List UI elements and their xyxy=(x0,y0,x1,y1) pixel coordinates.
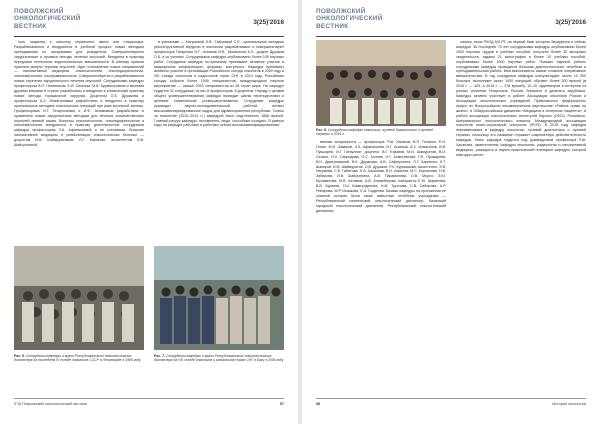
left-page-header xyxy=(14,8,284,34)
right-page xyxy=(302,0,600,424)
footer-section: История онкологии xyxy=(552,402,586,406)
caption-fig7 xyxy=(154,354,284,363)
photo-fig6 xyxy=(14,246,144,350)
journal-title-line-2: ОНКОЛОГИЧЕСКИЙ xyxy=(14,15,81,23)
journal-title-right-line-1: ПОВОЛЖСКИЙ xyxy=(316,8,366,15)
page-number-left: 97 xyxy=(279,402,284,406)
page-number-right: 98 xyxy=(316,402,321,406)
right-page-footer xyxy=(316,398,586,409)
left-page xyxy=(0,0,298,424)
photo-fig8 xyxy=(316,40,446,126)
journal-title-right xyxy=(316,8,586,30)
left-page-columns xyxy=(14,40,284,384)
group-photo-1986 xyxy=(14,246,144,350)
left-col-2-text xyxy=(154,40,284,240)
right-col-1-text xyxy=(316,140,446,384)
journal-title-line-3: ВЕСТНИК xyxy=(14,22,47,30)
journal-title-line-1: ПОВОЛЖСКИЙ xyxy=(14,8,64,15)
caption-fig8 xyxy=(316,128,446,137)
left-col-1-text xyxy=(14,40,144,240)
header-rule xyxy=(14,36,284,37)
left-page-footer xyxy=(14,398,284,409)
caption-fig7-text: Сотрудники кафедры и врачи Республиканского онкологического диспансера на VIII съезде онкологов и радиологов стран СНГ в Баку в 2006 году xyxy=(154,354,284,363)
journal-title-right-line-2: ОНКОЛОГИЧЕСКИЙ xyxy=(316,15,383,23)
caption-fig6-label: Рис. 6. xyxy=(14,354,25,358)
right-col-2-paragraph: ланкер, ныне РКОД МЗ РТ, на первый базе которого базируется и сейчас кафедра. За последние 70 лет сотрудниками кафедры опубликовано более 1000 научных трудов и учебных пособий, получено более 30 авторских свидетельств, изданы 21 монография и более 10 учебных пособий, опубликовано более 1000 научных работ. Помимо научной работы сотрудниками кафедры проводится большая диагностическая, лечебная и преподавательская работа. Ими выполняются самые сложные оперативные вмешательства. В год сотрудники кафедры консультируют около 10 000 больных, выполняют около 1000 операций, обучают более 300 врачей (в 2016 г. — 425, в 2015 г. — 378 врачей), 10–20 ординаторов и интернов из разных регионов Татарстана, России, ближнего и дальнего зарубежья. Кафедра активно участвует в работе Ассоциации онкологов России и Ассоциации онкологических учреждений Приволжского федерального округа, во Всероссийском некоммерческом партнерстве «Равное право на жизнь», в Общероссийском движении «Медицина в интересах пациента», в работе ассоциации онкологических институтов Европы (OECI), Российско-Американского онкологического альянса, Международной ассоциации онкологов психо-социальной онкологии (IPOS). В 2015 году кафедра переименована в кафедру онкологии, лучевой диагностики и лучевой терапии, поскольку это название отражает современную действительность кафедры. Ныне кафедра трудится под руководством профессора Р.Ш. Хасанова, заместителем кафедры онкологии, радиологии и паллиативной медицины, расширить и научно-практический потенциал кафедры, который ежегодно растет. xyxy=(456,40,586,157)
photo-fig7 xyxy=(154,246,284,350)
caption-fig6 xyxy=(14,354,144,363)
issue-number-right: 3(25)'2016 xyxy=(555,19,586,26)
footer-journal: 3’16 Поволжский онкологический вестник xyxy=(14,402,88,406)
left-col-2-paragraph: и учениками — Нагумовой Э.В., Габитовой С.Е., оригинальные методики реконструктивной хирургии в онкологии разрабатывают и совершенствуют профессора Гатауллин И.Г., Агзямов И.Ф., Исмагилов А.Х., доцент Дружков О.Б. и их ученики. Сотрудниками кафедры опубликовано более 100 научных работ. Сотрудники кафедры по-прежнему принимают активное участие в медицинских конференциях, форумах, конгрессах. Кафедра принимает активное участие в организации Российского съезда онкологов в 2000 году и VIII съезда онкологов и радиологов стран СНГ в 2014 году. Российские съезды собрали более 1000 специалистов, международное научное мероприятие — свыше 2000 специалистов из 38 стран мира. На кафедре трудятся 32 сотрудника, из них 8 профессоров, 8 доцентов. Наряду с целями общего усовершенствования кафедра проводит циклы переподготовки и целевые тематические усовершенствования. Сотрудники кафедры руководят научно-исследовательской работой, готовят высококвалифицированные кадры для здравоохранения республики. Только за пятилетие (2010–2014 гг.) кафедрой было подготовлено 1856 врачей. Главный ресурс кафедры, несомненно, люди, способные созидать. В разные годы на кафедре работали и работают сейчас высококвалифицированные xyxy=(154,40,284,128)
caption-fig8-label: Рис. 8. xyxy=(316,128,327,132)
right-col-2-text xyxy=(456,40,586,384)
issue-number: 3(25)'2016 xyxy=(253,19,284,26)
journal-title-right-line-3: ВЕСТНИК xyxy=(316,22,349,30)
group-photo-2016 xyxy=(316,40,446,126)
header-rule-right xyxy=(316,36,586,37)
caption-fig7-label: Рис. 7. xyxy=(154,354,165,358)
group-photo-2006 xyxy=(154,246,284,350)
right-page-header xyxy=(316,8,586,34)
right-page-columns xyxy=(316,40,586,384)
left-col-1-paragraph: путь пациента к онкологу первичного звена или стационара. Разрабатываются и внедряются в учебный процесс новые методики преподавания по программам для резидентов. Совершенствуются хирургические и лучевые методы лечения опухолей. Внедрена в практику передовая технология эндоскопических вмешательств. В клинику пришли практики имнуно терапии опухолей. Идет становление новых направлений — паллиативной медицины, онкопсихологии, онкоэндокринологии, онкогематологии, онкотравматологии. Совершенствуется и разрабатываются новые стратегии хирургического лечения опухолей. Сотрудниками кафедры профессором В.П. Потаниным, Е.И. Сигалом, М.В. Бурмистровым и многими другими впервые в стране разработаны и внедрены в клиническую практику новые методы торакальной хирургии. Доцентом О.Е. Дружкова и профессором А.Х. Исмагиловым разработаны и внедрены в практику оригинальные методики пластических операций при раке молочной железы. Профессорами И.Г. Гатауллиным и И.Ф. Агзямовым разработаны и применены новые хирургические методики для лечения злокачественных опухолей прямой кишки. Вопросы онкопсихологии, онкоэндокринологии и онкогематологии внедряются в практику деятельностью сотрудников кафедры профессором З.А. Афанасьевой и ее учениками. Вопросы паллиативной медицины и реабилитации онкологических больных — доцентом И.М. Шаймуратовым, Л.Г. Карпенко, ассистентом И.В. Шайхуллиной. xyxy=(14,40,144,148)
caption-fig6-text: Сотрудники кафедры и врачи Республиканского онкологического диспансера на последнем IV съезде онкологов СССР в Ленинграде в 1986 году xyxy=(14,354,141,363)
right-col-1-paragraph: ванные специалисты — профессора: Р.Ш. Хасанов, В.П. Потанин, Е.И. Сигал, М.И. Шакиров, З.А. Афанасьева, И.Г. Агзямов, А.Х. Исмагилов, В.В. Пушкарев, И.Г. Гатауллин; доценты: В.Г. Ефимов, М.И. Шамуратов, В.И. Осокин, Н.Х. Свиридова, О.С. Кочнев, Н.Г. Ахметзянова, Г.Ф. Пушкарева, В.Н. Дмитриевский, В.К. Дружкова, А.В. Сафиуллина, Л.Г. Карпенко, К.Т. Шакиров, И.М. Шаймуратов, О.В. Дружков, Р.Х. Курмашова; ассистенты: Э.В. Нагумова, С.Е. Габитова, Н.А. Хасанова, В.И. Ахметов, М.С. Корнилова, Н.В. Зябирова, И.В. Шайхуллина, А.В. Парамонова, О.В. Мороз, Э.Ю. Мухаметова, М.В. Ахтямов, А.В. Алиакберова; лаборанты Е.Ю. Шарипова, В.В. Кураева, Г.Ш. Шамсутдинова, Н.М. Трутнова, С.В. Сабирова, А.Р. Яппарова, М.Р. Исаакова, Е.А. Гордеева. Базами кафедры на протяжении ее славной истории были такие известные лечебные учреждения — Республиканский клинический онкологический диспансер, Казанский городской онкологический диспансер, Республиканский онкологический диспансер. xyxy=(316,140,446,213)
caption-fig8-text: Сотрудники кафедры онкологии, лучевой диагностики и лучевой терапии в 2016 г. xyxy=(316,128,434,137)
journal-title xyxy=(14,8,284,30)
